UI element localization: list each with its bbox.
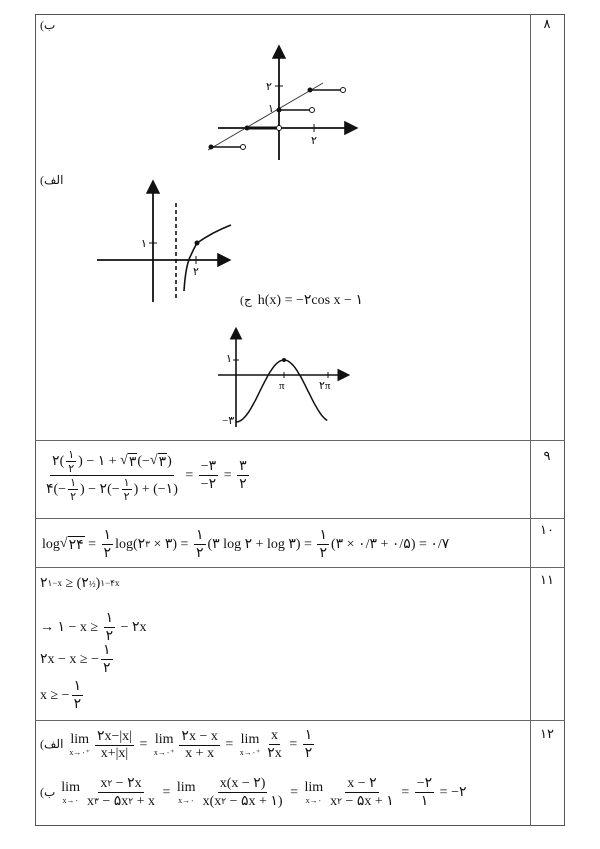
math-text: ) <box>95 575 101 591</box>
math-text: x <box>330 793 338 809</box>
math-text: ۲ <box>68 463 75 475</box>
math-text: x <box>100 775 108 791</box>
fraction <box>66 448 76 475</box>
math-text: + x <box>133 793 155 809</box>
math-text: ۲ <box>105 629 114 644</box>
denominator <box>122 490 132 503</box>
numerator <box>102 527 114 545</box>
math-text: − ۲x <box>117 620 147 635</box>
row-number-8: ۸ <box>543 16 551 31</box>
denominator <box>183 746 216 762</box>
math-text: ۱ <box>420 794 429 809</box>
denominator <box>303 745 315 762</box>
math-text: − ۵x + ۱) <box>226 794 283 809</box>
denominator <box>419 793 431 810</box>
superscript: ۲ <box>107 778 113 788</box>
denominator <box>237 476 249 493</box>
math-text: = <box>158 784 174 800</box>
math-text: ۲ <box>319 546 327 561</box>
math-text: (۳ log ۲ + log ۳) = <box>207 537 316 552</box>
x-pi-label: π <box>279 380 285 392</box>
superscript: ۲ <box>337 796 342 806</box>
radicand: ۳ <box>158 454 167 470</box>
q9-solution <box>42 448 251 503</box>
radical-sign: √ <box>149 452 158 468</box>
numerator <box>345 775 378 793</box>
math-text: log(۲ <box>115 537 146 552</box>
numerator <box>72 678 84 696</box>
math-text: ۲ <box>123 491 130 503</box>
math-text: −۲ <box>416 776 433 791</box>
q11-line <box>40 575 120 592</box>
math-text: = <box>181 467 197 483</box>
denominator <box>66 462 76 475</box>
radicand: ۳ <box>128 454 137 470</box>
math-text: = −۲ <box>436 785 467 800</box>
q8-part-b-label: ب) <box>40 18 56 32</box>
denominator <box>102 545 114 562</box>
graph-j <box>218 330 347 427</box>
math-text: ۱ <box>195 528 204 543</box>
math-text: = <box>84 536 100 552</box>
q8-part-alef-label: الف) <box>40 173 64 187</box>
math-text: = <box>220 467 236 483</box>
lim-subscript: x→۰ <box>62 796 79 805</box>
denominator <box>265 745 284 762</box>
numerator <box>199 458 218 476</box>
numerator <box>415 775 434 793</box>
math-text: x <box>271 727 279 743</box>
graph-alef <box>97 183 231 302</box>
math-text: ۱ <box>103 528 112 543</box>
denominator <box>199 476 218 493</box>
math-text: × ۳) = <box>149 537 192 552</box>
math-text: ۲x − x ≥ − <box>40 652 99 667</box>
math-text: x + x <box>185 745 215 761</box>
y-tick-label: ۱ <box>141 238 147 250</box>
superscript: ۳ <box>93 796 99 806</box>
lim-subscript: x→۰⁺ <box>69 748 90 757</box>
math-text: (۳ × ۰/۳ + ۰/۵) = ۰/۷ <box>330 537 450 552</box>
row-number-10: ۱۰ <box>540 522 554 537</box>
q11-line <box>40 610 147 645</box>
math-text: ۲ <box>103 661 111 676</box>
superscript: ۲ <box>128 796 134 806</box>
q11-line <box>40 642 115 677</box>
row-number-11: ۱۱ <box>540 572 554 587</box>
fraction <box>201 775 285 810</box>
fraction <box>44 448 180 503</box>
math-text: ۲ <box>73 697 82 712</box>
math-text: ) + (−۱) <box>133 482 178 497</box>
lim-word: lim <box>61 780 80 795</box>
math-text: ۱ <box>73 679 82 694</box>
math-text: = <box>285 736 301 752</box>
superscript: ۳ <box>145 539 150 549</box>
numerator <box>269 728 280 745</box>
x-2pi-label: ۲π <box>319 380 331 392</box>
math-text: ۲ <box>195 546 204 561</box>
x-tick-label: ۲ <box>193 266 199 278</box>
lim-subscript: x→۰ <box>178 796 195 805</box>
math-text: ۳ <box>239 459 247 474</box>
math-text: ۴(− <box>46 482 67 497</box>
numerator <box>68 476 78 490</box>
math-text: (− <box>137 453 150 469</box>
h-formula: h(x) = −۲cos x − ۱ <box>257 293 363 308</box>
graph-b <box>208 48 355 160</box>
square-root <box>150 453 167 471</box>
x-tick-label: ۲ <box>311 135 317 147</box>
math-text: − ۵x <box>98 794 129 809</box>
math-text: − ۲x <box>112 776 142 791</box>
fraction <box>102 527 114 562</box>
superscript: ۲ <box>221 796 227 806</box>
denominator <box>201 793 285 810</box>
numerator <box>104 610 116 628</box>
limit <box>154 732 175 757</box>
fraction <box>199 458 218 493</box>
fraction <box>68 476 78 503</box>
y-tick-label: ۲ <box>266 81 272 93</box>
lim-word: lim <box>240 732 260 747</box>
math-text: = <box>286 784 302 800</box>
fraction <box>72 678 84 713</box>
numerator <box>95 728 134 746</box>
row-number-9: ۹ <box>543 448 551 463</box>
math-text: ۲x <box>267 745 282 761</box>
fraction <box>317 527 329 562</box>
math-text: −۲ <box>200 477 217 492</box>
math-text: x+|x| <box>100 745 129 761</box>
numerator <box>122 476 132 490</box>
fraction <box>328 775 396 810</box>
lim-word: lim <box>304 780 324 795</box>
fraction <box>122 476 132 503</box>
fraction <box>194 527 206 562</box>
numerator <box>317 527 329 545</box>
superscript: ۱−x <box>47 578 62 588</box>
q10-solution <box>42 527 449 562</box>
numerator <box>98 775 143 793</box>
math-text: ) <box>167 453 172 469</box>
math-text: ) − ۱ + <box>78 454 121 469</box>
fraction <box>237 458 249 493</box>
lim-word: lim <box>154 732 174 747</box>
q12a-solution <box>40 727 316 762</box>
math-text: ۱ <box>105 611 114 626</box>
math-text: ≥ (۲ <box>61 576 89 591</box>
math-text: ۲ <box>304 746 313 761</box>
math-text: ۲( <box>52 454 65 469</box>
numerator <box>101 642 113 660</box>
fraction <box>95 728 134 762</box>
numerator <box>179 728 219 746</box>
math-text: = <box>135 736 151 752</box>
denominator <box>44 476 180 503</box>
math-text: = <box>221 736 237 752</box>
denominator <box>317 545 329 562</box>
math-text: ۱ <box>123 477 130 489</box>
q12-part-alef-label: الف) <box>40 737 64 751</box>
line-y-eq-x <box>208 83 323 150</box>
radical-sign: √ <box>59 535 68 551</box>
math-text: x − ۲ <box>347 776 377 791</box>
q11-line <box>40 678 85 713</box>
denominator <box>101 660 113 677</box>
fraction <box>101 642 113 677</box>
lim-word: lim <box>70 732 90 747</box>
denominator <box>72 696 84 713</box>
math-text: ۲ <box>239 477 247 492</box>
math-text: − ۵x + ۱ <box>342 794 394 809</box>
limit <box>177 780 196 805</box>
math-text: ۲ <box>40 576 48 591</box>
math-text: ۱ <box>103 643 111 658</box>
fraction <box>179 728 219 762</box>
math-text: ۲x−|x| <box>96 728 132 744</box>
lim-subscript: x→۰ <box>305 796 322 805</box>
q12-part-b-label: ب) <box>40 785 56 799</box>
q8-part-j-label: ج) <box>240 293 252 307</box>
math-text: ۱ <box>68 449 75 461</box>
math-text: x ≥ − <box>40 687 70 703</box>
math-text: ۲x − x <box>181 728 218 744</box>
square-root <box>120 453 137 471</box>
superscript: ۱−۴x <box>100 578 120 588</box>
y-bottom-label: −۳ <box>222 415 235 427</box>
math-text: ) − ۲(− <box>80 482 120 497</box>
math-text: ۱ <box>70 477 76 489</box>
math-text: → ۱ − x ≥ <box>40 620 102 635</box>
radical-sign: √ <box>120 452 128 468</box>
math-text: ۱ <box>319 528 327 543</box>
row-number-12: ۱۲ <box>540 726 554 741</box>
lim-subscript: x→۰⁺ <box>153 748 175 757</box>
math-text: x(x − ۲) <box>219 776 266 791</box>
denominator <box>194 545 206 562</box>
math-text: −۳ <box>200 459 217 474</box>
y-top-label: ۱ <box>226 353 232 365</box>
math-text: x <box>86 793 94 809</box>
math-text: = <box>397 784 413 800</box>
denominator <box>328 793 396 810</box>
numerator <box>237 458 249 476</box>
fraction <box>265 728 284 762</box>
math-text: ۱ <box>304 728 313 743</box>
math-text: x(x <box>202 793 222 809</box>
denominator <box>85 793 157 810</box>
math-text: ۲ <box>103 546 112 561</box>
denominator <box>68 490 78 503</box>
denominator <box>99 746 131 762</box>
superscript: ½ <box>88 578 96 589</box>
numerator <box>194 527 206 545</box>
lim-word: lim <box>176 780 196 795</box>
limit <box>69 732 90 757</box>
numerator <box>66 448 76 462</box>
radicand: ۲۴ <box>68 537 84 553</box>
fraction <box>85 775 157 810</box>
math-text: ۲ <box>70 491 76 503</box>
limit <box>61 780 80 805</box>
fraction <box>415 775 434 810</box>
q12b-solution <box>40 775 466 810</box>
square-root <box>60 536 85 554</box>
numerator <box>50 448 174 476</box>
y-one-label: ۱ <box>268 103 274 115</box>
limit <box>240 732 261 757</box>
limit <box>304 780 323 805</box>
fraction <box>104 610 116 645</box>
math-text: log <box>42 536 60 552</box>
numerator <box>303 727 315 745</box>
lim-subscript: x→۰⁺ <box>239 748 261 757</box>
numerator <box>218 775 268 793</box>
log-curve <box>184 225 231 291</box>
fraction <box>303 727 315 762</box>
